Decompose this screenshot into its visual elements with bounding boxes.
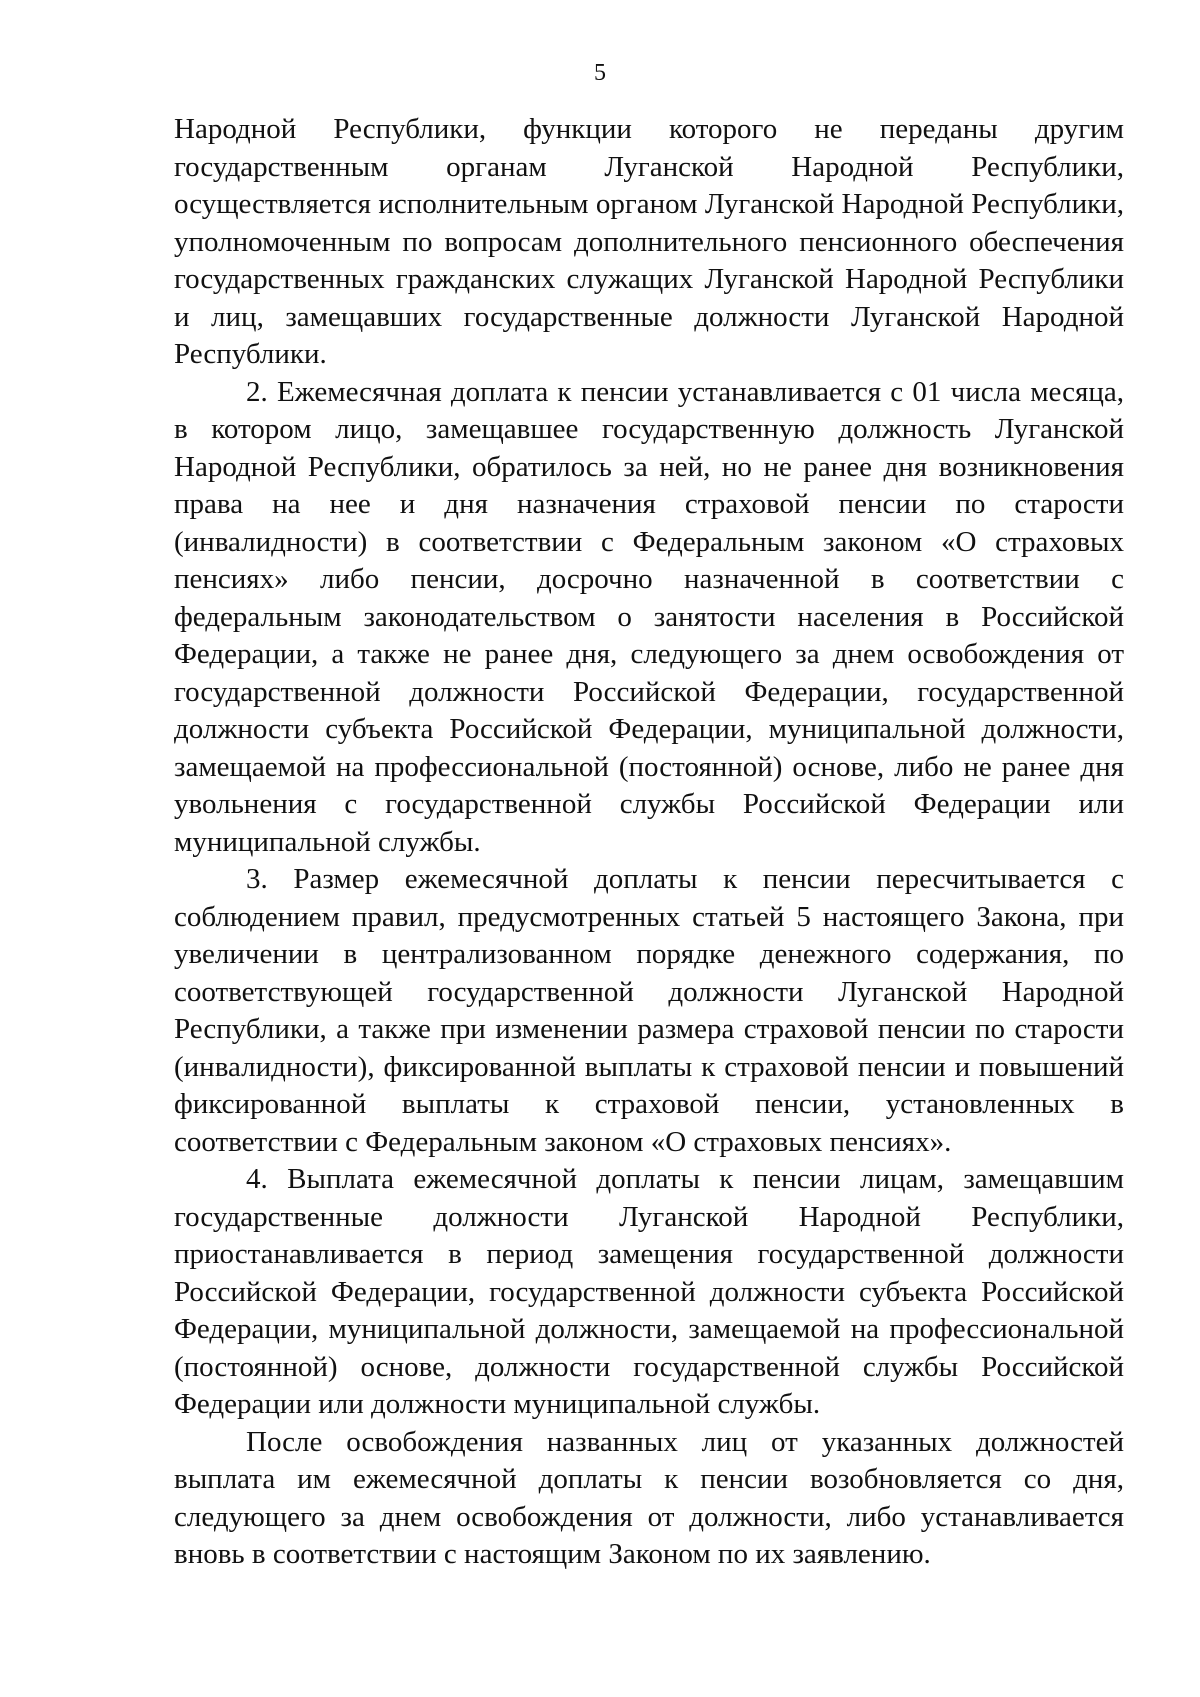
page-number: 5 bbox=[594, 60, 606, 86]
paragraph-item-4: 4. Выплата ежемесячной доплаты к пенсии лицам, замещавшим государственные должности Луганской Народной Республики, приостанавливается в период замещения государственной должности Российской Федерации, государственной должности субъекта Российской Федерации, муниципальной должности, замещаемой на профессиональной (постоянной) основе, должности государственной службы Российской Федерации или должности муниципальной службы. bbox=[174, 1163, 1124, 1420]
paragraph-item-3: 3. Размер ежемесячной доплаты к пенсии пересчитывается с соблюдением правил, предусмотренных статьей 5 настоящего Закона, при увеличении в централизованном порядке денежного содержания, по соответствующей государственной должности Луганской Народной Республики, а также при изменении размера страховой пенсии по старости (инвалидности), фиксированной выплаты к страховой пенсии и повышений фиксированной выплаты к страховой пенсии, установленных в соответствии с Федеральным законом «О страховых пенсиях». bbox=[174, 863, 1124, 1158]
paragraph-continuation: Народной Республики, функции которого не переданы другим государственным органам Луганской Народной Республики, осуществляется исполнительным органом Луганской Народной Республики, уполномоченным по вопросам дополнительного пенсионного обеспечения государственных гражданских служащих Луганской Народной Республики и лиц, замещавших государственные должности Луганской Народной Республики. bbox=[174, 113, 1124, 370]
document-body bbox=[174, 111, 1124, 1574]
paragraph-item-2: 2. Ежемесячная доплата к пенсии устанавливается с 01 числа месяца, в котором лицо, замещавшее государственную должность Луганской Народной Республики, обратилось за ней, но не ранее дня возникновения права на нее и дня назначения страховой пенсии по старости (инвалидности) в соответствии с Федеральным законом «О страховых пенсиях» либо пенсии, досрочно назначенной в соответствии с федеральным законодательством о занятости населения в Российской Федерации, а также не ранее дня, следующего за днем освобождения от государственной должности Российской Федерации, государственной должности субъекта Российской Федерации, муниципальной должности, замещаемой на профессиональной (постоянной) основе, либо не ранее дня увольнения с государственной службы Российской Федерации или муниципальной службы. bbox=[174, 375, 1124, 858]
paragraph-item-4-continuation: После освобождения названных лиц от указанных должностей выплата им ежемесячной доплаты к пенсии возобновляется со дня, следующего за днем освобождения от должности, либо устанавливается вновь в соответствии с настоящим Законом по их заявлению. bbox=[174, 1425, 1124, 1570]
